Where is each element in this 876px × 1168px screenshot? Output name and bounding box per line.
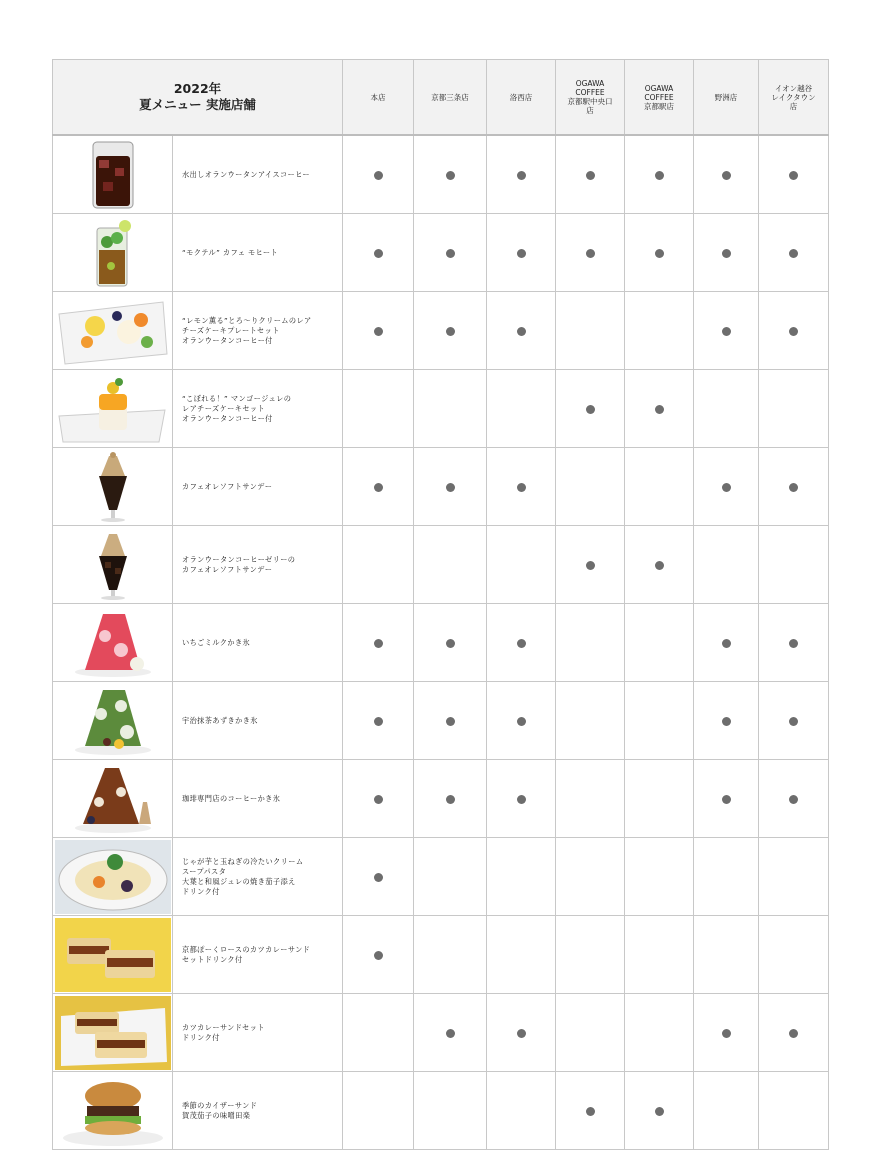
title-year: 2022年 bbox=[173, 81, 222, 96]
menu-item-line: 水出しオランウータンアイスコーヒー bbox=[182, 169, 310, 179]
coffee-kakigori-photo bbox=[53, 760, 173, 838]
availability-cell bbox=[556, 1072, 625, 1150]
availability-cell bbox=[556, 448, 625, 526]
availability-cell bbox=[759, 682, 829, 760]
available-dot-icon bbox=[586, 561, 595, 570]
available-dot-icon bbox=[722, 1029, 731, 1038]
store-name-line: COFFEE bbox=[575, 88, 605, 97]
katsu-sand-photo bbox=[53, 916, 173, 994]
availability-cell bbox=[487, 214, 556, 292]
available-dot-icon bbox=[722, 483, 731, 492]
menu-item-name bbox=[173, 916, 343, 994]
availability-cell bbox=[414, 994, 487, 1072]
availability-cell bbox=[487, 916, 556, 994]
availability-cell bbox=[694, 682, 759, 760]
table-row bbox=[53, 214, 829, 292]
availability-cell bbox=[414, 1072, 487, 1150]
menu-item-line: ドリンク付 bbox=[182, 1032, 220, 1042]
availability-cell bbox=[625, 682, 694, 760]
table-row bbox=[53, 292, 829, 370]
availability-cell bbox=[556, 916, 625, 994]
table-row bbox=[53, 604, 829, 682]
availability-cell bbox=[694, 214, 759, 292]
availability-cell bbox=[343, 1072, 414, 1150]
available-dot-icon bbox=[374, 483, 383, 492]
availability-cell bbox=[694, 838, 759, 916]
availability-cell bbox=[414, 604, 487, 682]
available-dot-icon bbox=[446, 1029, 455, 1038]
availability-cell bbox=[694, 370, 759, 448]
available-dot-icon bbox=[722, 249, 731, 258]
availability-cell bbox=[343, 448, 414, 526]
strawberry-kakigori-photo bbox=[53, 604, 173, 682]
availability-cell bbox=[625, 448, 694, 526]
kaiser-sand-photo bbox=[53, 1072, 173, 1150]
available-dot-icon bbox=[446, 639, 455, 648]
available-dot-icon bbox=[374, 639, 383, 648]
store-name-line: COFFEE bbox=[644, 92, 674, 102]
available-dot-icon bbox=[655, 171, 664, 180]
store-header bbox=[343, 60, 414, 136]
availability-cell bbox=[694, 526, 759, 604]
available-dot-icon bbox=[586, 1107, 595, 1116]
menu-item-line: カフェオレソフトサンデー bbox=[182, 481, 273, 491]
menu-item-line: オランウータンコーヒーゼリーの bbox=[182, 554, 296, 564]
availability-cell bbox=[759, 135, 829, 214]
availability-cell bbox=[556, 994, 625, 1072]
store-header bbox=[759, 60, 829, 136]
availability-cell bbox=[625, 292, 694, 370]
availability-cell bbox=[694, 292, 759, 370]
menu-item-line: チーズケーキプレートセット bbox=[182, 325, 280, 335]
availability-cell bbox=[759, 214, 829, 292]
availability-cell bbox=[487, 994, 556, 1072]
available-dot-icon bbox=[446, 795, 455, 804]
availability-cell bbox=[343, 370, 414, 448]
available-dot-icon bbox=[374, 249, 383, 258]
available-dot-icon bbox=[655, 1107, 664, 1116]
menu-item-line: “こぼれる！” マンゴージュレの bbox=[182, 393, 292, 403]
menu-item-line: セットドリンク付 bbox=[182, 954, 243, 964]
available-dot-icon bbox=[789, 483, 798, 492]
available-dot-icon bbox=[517, 639, 526, 648]
table-row bbox=[53, 526, 829, 604]
available-dot-icon bbox=[374, 717, 383, 726]
store-header bbox=[694, 60, 759, 136]
availability-cell bbox=[625, 760, 694, 838]
soft-sundae-photo bbox=[53, 448, 173, 526]
store-name-line: レイクタウン bbox=[771, 92, 816, 102]
menu-item-name bbox=[173, 760, 343, 838]
table-row bbox=[53, 916, 829, 994]
menu-item-line: レアチーズケーキセット bbox=[182, 403, 266, 413]
availability-cell bbox=[487, 838, 556, 916]
availability-cell bbox=[414, 214, 487, 292]
availability-cell bbox=[343, 760, 414, 838]
store-header bbox=[625, 60, 694, 136]
availability-cell bbox=[759, 292, 829, 370]
matcha-kakigori-photo bbox=[53, 682, 173, 760]
table-row bbox=[53, 838, 829, 916]
availability-cell bbox=[759, 448, 829, 526]
title-text: 夏メニュー 実施店舗 bbox=[139, 97, 256, 112]
availability-cell bbox=[694, 604, 759, 682]
table-row bbox=[53, 448, 829, 526]
availability-cell bbox=[694, 1072, 759, 1150]
mojito-photo bbox=[53, 214, 173, 292]
mango-cheesecake-photo bbox=[53, 370, 173, 448]
store-name-line: OGAWA bbox=[575, 79, 605, 88]
available-dot-icon bbox=[517, 1029, 526, 1038]
available-dot-icon bbox=[722, 171, 731, 180]
available-dot-icon bbox=[655, 405, 664, 414]
availability-cell bbox=[625, 916, 694, 994]
available-dot-icon bbox=[517, 795, 526, 804]
availability-cell bbox=[556, 135, 625, 214]
jelly-sundae-photo bbox=[53, 526, 173, 604]
availability-cell bbox=[343, 916, 414, 994]
availability-cell bbox=[556, 370, 625, 448]
menu-body bbox=[53, 135, 829, 1150]
availability-cell bbox=[414, 916, 487, 994]
table-row bbox=[53, 135, 829, 214]
availability-cell bbox=[625, 370, 694, 448]
store-name-line: 店 bbox=[586, 106, 594, 115]
available-dot-icon bbox=[374, 795, 383, 804]
available-dot-icon bbox=[446, 249, 455, 258]
soup-pasta-photo bbox=[53, 838, 173, 916]
store-name-line: イオン越谷 bbox=[774, 83, 813, 93]
available-dot-icon bbox=[655, 561, 664, 570]
menu-item-name bbox=[173, 214, 343, 292]
header-row bbox=[53, 60, 829, 136]
availability-cell bbox=[343, 994, 414, 1072]
available-dot-icon bbox=[446, 171, 455, 180]
table-row bbox=[53, 370, 829, 448]
table-row bbox=[53, 760, 829, 838]
menu-item-line: じゃが芋と玉ねぎの冷たいクリーム bbox=[182, 856, 304, 866]
availability-cell bbox=[487, 760, 556, 838]
available-dot-icon bbox=[789, 1029, 798, 1038]
store-name-line: 京都駅中央口 bbox=[567, 97, 613, 106]
store-name-line: 洛西店 bbox=[509, 92, 533, 102]
availability-cell bbox=[487, 135, 556, 214]
available-dot-icon bbox=[722, 639, 731, 648]
availability-cell bbox=[625, 526, 694, 604]
menu-item-line: カツカレーサンドセット bbox=[182, 1022, 265, 1032]
availability-cell bbox=[625, 135, 694, 214]
menu-item-name bbox=[173, 370, 343, 448]
available-dot-icon bbox=[722, 717, 731, 726]
availability-cell bbox=[487, 1072, 556, 1150]
availability-cell bbox=[556, 838, 625, 916]
table-row bbox=[53, 994, 829, 1072]
availability-cell bbox=[414, 292, 487, 370]
menu-item-name bbox=[173, 292, 343, 370]
store-availability-table bbox=[52, 59, 829, 1150]
store-header bbox=[414, 60, 487, 136]
menu-item-line: オランウータンコーヒー付 bbox=[182, 413, 273, 423]
store-header bbox=[556, 60, 625, 136]
available-dot-icon bbox=[789, 171, 798, 180]
menu-item-line: いちごミルクかき氷 bbox=[182, 637, 251, 647]
availability-cell bbox=[414, 838, 487, 916]
iced-coffee-photo bbox=[53, 135, 173, 214]
availability-cell bbox=[759, 1072, 829, 1150]
availability-cell bbox=[694, 994, 759, 1072]
availability-cell bbox=[343, 292, 414, 370]
availability-cell bbox=[343, 214, 414, 292]
available-dot-icon bbox=[374, 327, 383, 336]
menu-item-line: 珈琲専門店のコーヒーかき氷 bbox=[182, 793, 281, 803]
cheesecake-plate-photo bbox=[53, 292, 173, 370]
store-header bbox=[487, 60, 556, 136]
store-name-line: 京都三条店 bbox=[431, 92, 469, 102]
available-dot-icon bbox=[586, 405, 595, 414]
table-row bbox=[53, 1072, 829, 1150]
menu-item-line: スープパスタ bbox=[182, 866, 227, 876]
availability-cell bbox=[759, 760, 829, 838]
availability-cell bbox=[414, 448, 487, 526]
store-name-line: OGAWA bbox=[644, 83, 674, 93]
menu-item-name bbox=[173, 135, 343, 214]
availability-cell bbox=[625, 838, 694, 916]
katsu-sand-set-photo bbox=[53, 994, 173, 1072]
menu-item-line: ドリンク付 bbox=[182, 886, 220, 896]
availability-cell bbox=[414, 135, 487, 214]
available-dot-icon bbox=[789, 327, 798, 336]
menu-item-line: オランウータンコーヒー付 bbox=[182, 335, 273, 345]
menu-item-line: 賀茂茄子の味噌田楽 bbox=[182, 1110, 251, 1120]
available-dot-icon bbox=[789, 249, 798, 258]
menu-item-name bbox=[173, 448, 343, 526]
available-dot-icon bbox=[517, 483, 526, 492]
availability-cell bbox=[694, 448, 759, 526]
availability-cell bbox=[759, 916, 829, 994]
availability-cell bbox=[759, 604, 829, 682]
menu-item-name bbox=[173, 994, 343, 1072]
availability-cell bbox=[694, 135, 759, 214]
availability-cell bbox=[625, 1072, 694, 1150]
availability-cell bbox=[343, 604, 414, 682]
availability-cell bbox=[487, 448, 556, 526]
available-dot-icon bbox=[517, 249, 526, 258]
availability-cell bbox=[759, 994, 829, 1072]
availability-cell bbox=[487, 682, 556, 760]
availability-cell bbox=[556, 214, 625, 292]
availability-cell bbox=[487, 526, 556, 604]
availability-cell bbox=[414, 370, 487, 448]
availability-cell bbox=[759, 526, 829, 604]
available-dot-icon bbox=[789, 795, 798, 804]
availability-cell bbox=[487, 292, 556, 370]
menu-item-name bbox=[173, 1072, 343, 1150]
availability-cell bbox=[343, 135, 414, 214]
availability-cell bbox=[556, 760, 625, 838]
available-dot-icon bbox=[446, 327, 455, 336]
available-dot-icon bbox=[789, 717, 798, 726]
available-dot-icon bbox=[446, 717, 455, 726]
available-dot-icon bbox=[446, 483, 455, 492]
menu-item-name bbox=[173, 838, 343, 916]
available-dot-icon bbox=[517, 171, 526, 180]
menu-item-line: カフェオレソフトサンデー bbox=[182, 564, 273, 574]
availability-cell bbox=[694, 760, 759, 838]
available-dot-icon bbox=[655, 249, 664, 258]
availability-cell bbox=[414, 526, 487, 604]
table-row bbox=[53, 682, 829, 760]
availability-cell bbox=[556, 682, 625, 760]
menu-item-line: 大葉と和風ジュレの焼き茄子添え bbox=[182, 876, 296, 886]
availability-cell bbox=[343, 526, 414, 604]
availability-cell bbox=[625, 214, 694, 292]
availability-cell bbox=[625, 604, 694, 682]
available-dot-icon bbox=[722, 327, 731, 336]
menu-item-line: “レモン薫る”とろ～りクリームのレア bbox=[182, 315, 312, 325]
availability-cell bbox=[487, 604, 556, 682]
available-dot-icon bbox=[374, 873, 383, 882]
availability-cell bbox=[414, 682, 487, 760]
menu-item-name bbox=[173, 682, 343, 760]
available-dot-icon bbox=[722, 795, 731, 804]
available-dot-icon bbox=[586, 171, 595, 180]
availability-cell bbox=[759, 838, 829, 916]
menu-item-line: “モクテル” カフェ モヒート bbox=[182, 247, 279, 257]
store-name-line: 店 bbox=[789, 101, 798, 111]
availability-cell bbox=[414, 760, 487, 838]
menu-item-line: 季節のカイザーサンド bbox=[182, 1100, 258, 1110]
availability-cell bbox=[343, 838, 414, 916]
available-dot-icon bbox=[517, 717, 526, 726]
table-title bbox=[53, 60, 343, 136]
available-dot-icon bbox=[517, 327, 526, 336]
availability-cell bbox=[487, 370, 556, 448]
available-dot-icon bbox=[374, 951, 383, 960]
availability-cell bbox=[343, 682, 414, 760]
menu-item-line: 京都ぽーくロースのカツカレーサンド bbox=[182, 944, 311, 954]
available-dot-icon bbox=[374, 171, 383, 180]
menu-item-name bbox=[173, 604, 343, 682]
availability-cell bbox=[556, 526, 625, 604]
menu-item-line: 宇治抹茶あずきかき氷 bbox=[182, 715, 258, 725]
available-dot-icon bbox=[789, 639, 798, 648]
availability-cell bbox=[694, 916, 759, 994]
available-dot-icon bbox=[586, 249, 595, 258]
availability-cell bbox=[556, 604, 625, 682]
availability-cell bbox=[625, 994, 694, 1072]
store-name-line: 野洲店 bbox=[714, 92, 738, 102]
store-name-line: 京都駅店 bbox=[644, 101, 675, 111]
menu-item-name bbox=[173, 526, 343, 604]
availability-cell bbox=[759, 370, 829, 448]
store-name-line: 本店 bbox=[370, 92, 386, 102]
availability-cell bbox=[556, 292, 625, 370]
